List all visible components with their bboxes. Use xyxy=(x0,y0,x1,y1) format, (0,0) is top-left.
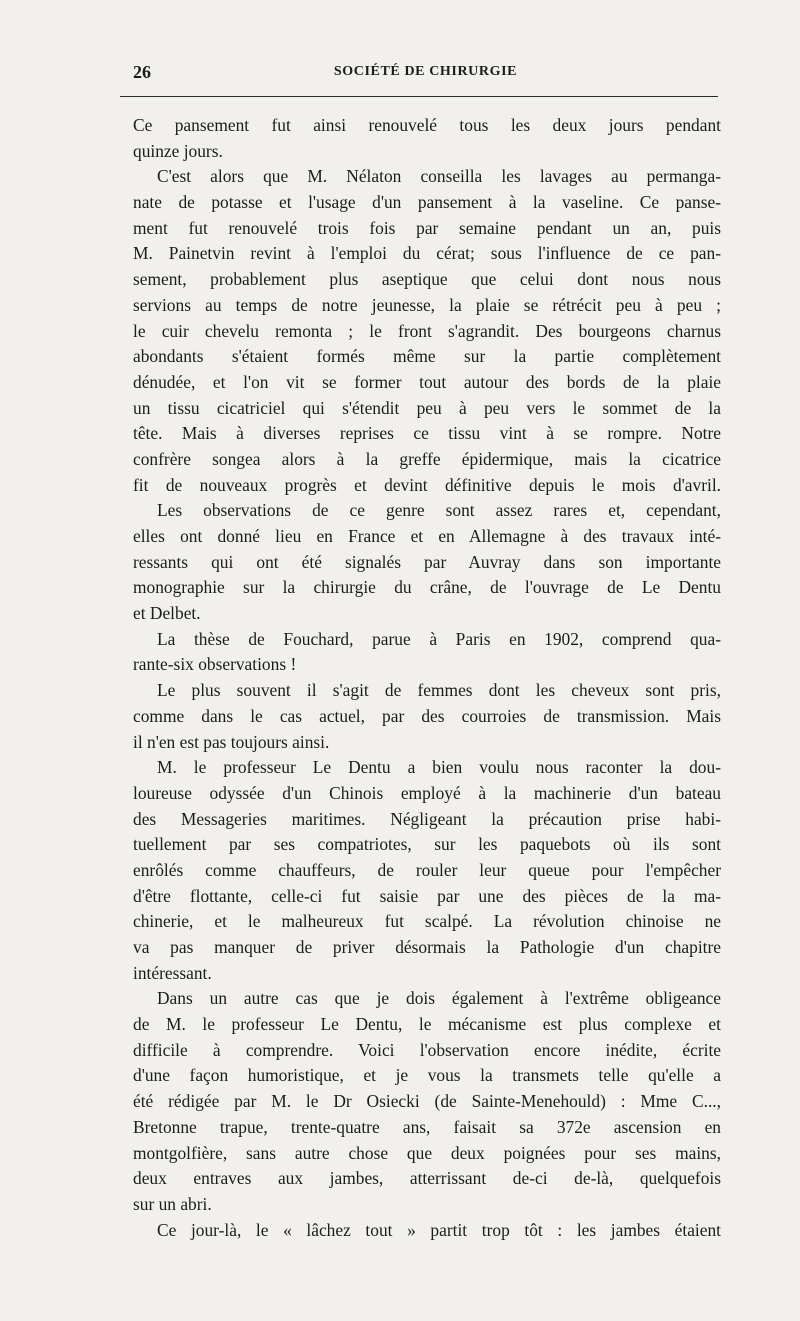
text-line: La thèse de Fouchard, parue à Paris en 1902, comprend qua- xyxy=(157,628,721,649)
page-header xyxy=(133,58,718,88)
text-line: chinerie, et le malheureux fut scalpé. La révolution chinoise ne xyxy=(133,911,721,932)
text-line: nate de potasse et l'usage d'un pansement à la vaseline. Ce panse- xyxy=(133,192,721,213)
header-rule xyxy=(120,96,718,97)
text-line: C'est alors que M. Nélaton conseilla les lavages au permanga- xyxy=(157,166,721,187)
text-line: deux entraves aux jambes, atterrissant de-ci de-là, quelquefois xyxy=(133,1168,721,1189)
text-line: M. Painetvin revint à l'emploi du cérat; sous l'influence de ce pan- xyxy=(133,243,721,264)
text-line: confrère songea alors à la greffe épidermique, mais la cicatrice xyxy=(133,448,721,469)
text-line: des Messageries maritimes. Négligeant la précaution prise habi- xyxy=(133,808,721,829)
text-line: comme dans le cas actuel, par des courroies de transmission. Mais xyxy=(133,705,721,726)
text-line: va pas manquer de priver désormais la Pathologie d'un chapitre xyxy=(133,937,721,957)
text-line: un tissu cicatriciel qui s'étendit peu à peu vers le sommet de la xyxy=(133,397,721,418)
text-line: d'une façon humoristique, et je vous la transmets telle qu'elle a xyxy=(133,1065,721,1086)
text-line: loureuse odyssée d'un Chinois employé à la machinerie d'un bateau xyxy=(133,782,721,803)
text-line: quinze jours. xyxy=(133,140,223,161)
text-line: servions au temps de notre jeunesse, la plaie se rétrécit peu à peu ; xyxy=(133,294,721,315)
text-line: dénudée, et l'on vit se former tout autour des bords de la plaie xyxy=(133,371,721,392)
text-line: abondants s'étaient formés même sur la partie complètement xyxy=(133,346,721,367)
text-line: fit de nouveaux progrès et devint définitive depuis le mois d'avril. xyxy=(133,474,721,495)
text-line: rante-six observations ! xyxy=(133,654,297,675)
text-line: Dans un autre cas que je dois également à l'extrême obligeance xyxy=(157,988,721,1009)
running-title: SOCIÉTÉ DE CHIRURGIE xyxy=(333,64,518,79)
text-line: été rédigée par M. le Dr Osiecki (de Sainte-Menehould) : Mme C..., xyxy=(133,1091,721,1112)
text-line: elles ont donné lieu en France et en Allemagne à des travaux inté- xyxy=(133,526,721,546)
text-line: Le plus souvent il s'agit de femmes dont les cheveux sont pris, xyxy=(157,680,721,701)
text-line: il n'en est pas toujours ainsi. xyxy=(133,731,330,752)
text-line: Ce jour-là, le « lâchez tout » partit trop tôt : les jambes étaient xyxy=(157,1219,721,1240)
text-line: Ce pansement fut ainsi renouvelé tous les deux jours pendant xyxy=(133,115,721,135)
text-line: monographie sur la chirurgie du crâne, de l'ouvrage de Le Dentu xyxy=(133,577,721,598)
body-text xyxy=(133,113,721,1243)
text-line: le cuir chevelu remonta ; le front s'agrandit. Des bourgeons charnus xyxy=(133,320,721,341)
text-line: et Delbet. xyxy=(133,603,201,624)
text-line: montgolfière, sans autre chose que deux poignées pour ses mains, xyxy=(133,1142,721,1163)
text-line: sur un abri. xyxy=(133,1193,212,1214)
text-line: d'être flottante, celle-ci fut saisie par une des pièces de la ma- xyxy=(133,885,721,906)
text-line: Bretonne trapue, trente-quatre ans, faisait sa 372e ascension en xyxy=(133,1116,721,1137)
text-line: intéressant. xyxy=(133,962,212,983)
text-line: M. le professeur Le Dentu a bien voulu nous raconter la dou- xyxy=(157,757,721,778)
text-line: ressants qui ont été signalés par Auvray dans son importante xyxy=(133,551,721,572)
page-number: 26 xyxy=(133,62,151,82)
text-line: ment fut renouvelé trois fois par semaine pendant un an, puis xyxy=(133,217,721,238)
text-line: tête. Mais à diverses reprises ce tissu vint à se rompre. Notre xyxy=(133,423,721,444)
text-line: enrôlés comme chauffeurs, de rouler leur queue pour l'empêcher xyxy=(133,859,721,880)
text-line: de M. le professeur Le Dentu, le mécanisme est plus complexe et xyxy=(133,1014,721,1035)
text-line: difficile à comprendre. Voici l'observation encore inédite, écrite xyxy=(133,1039,721,1060)
text-line: tuellement par ses compatriotes, sur les paquebots où ils sont xyxy=(133,834,721,855)
text-line: sement, probablement plus aseptique que celui dont nous nous xyxy=(133,269,721,290)
text-line: Les observations de ce genre sont assez rares et, cependant, xyxy=(157,500,721,521)
